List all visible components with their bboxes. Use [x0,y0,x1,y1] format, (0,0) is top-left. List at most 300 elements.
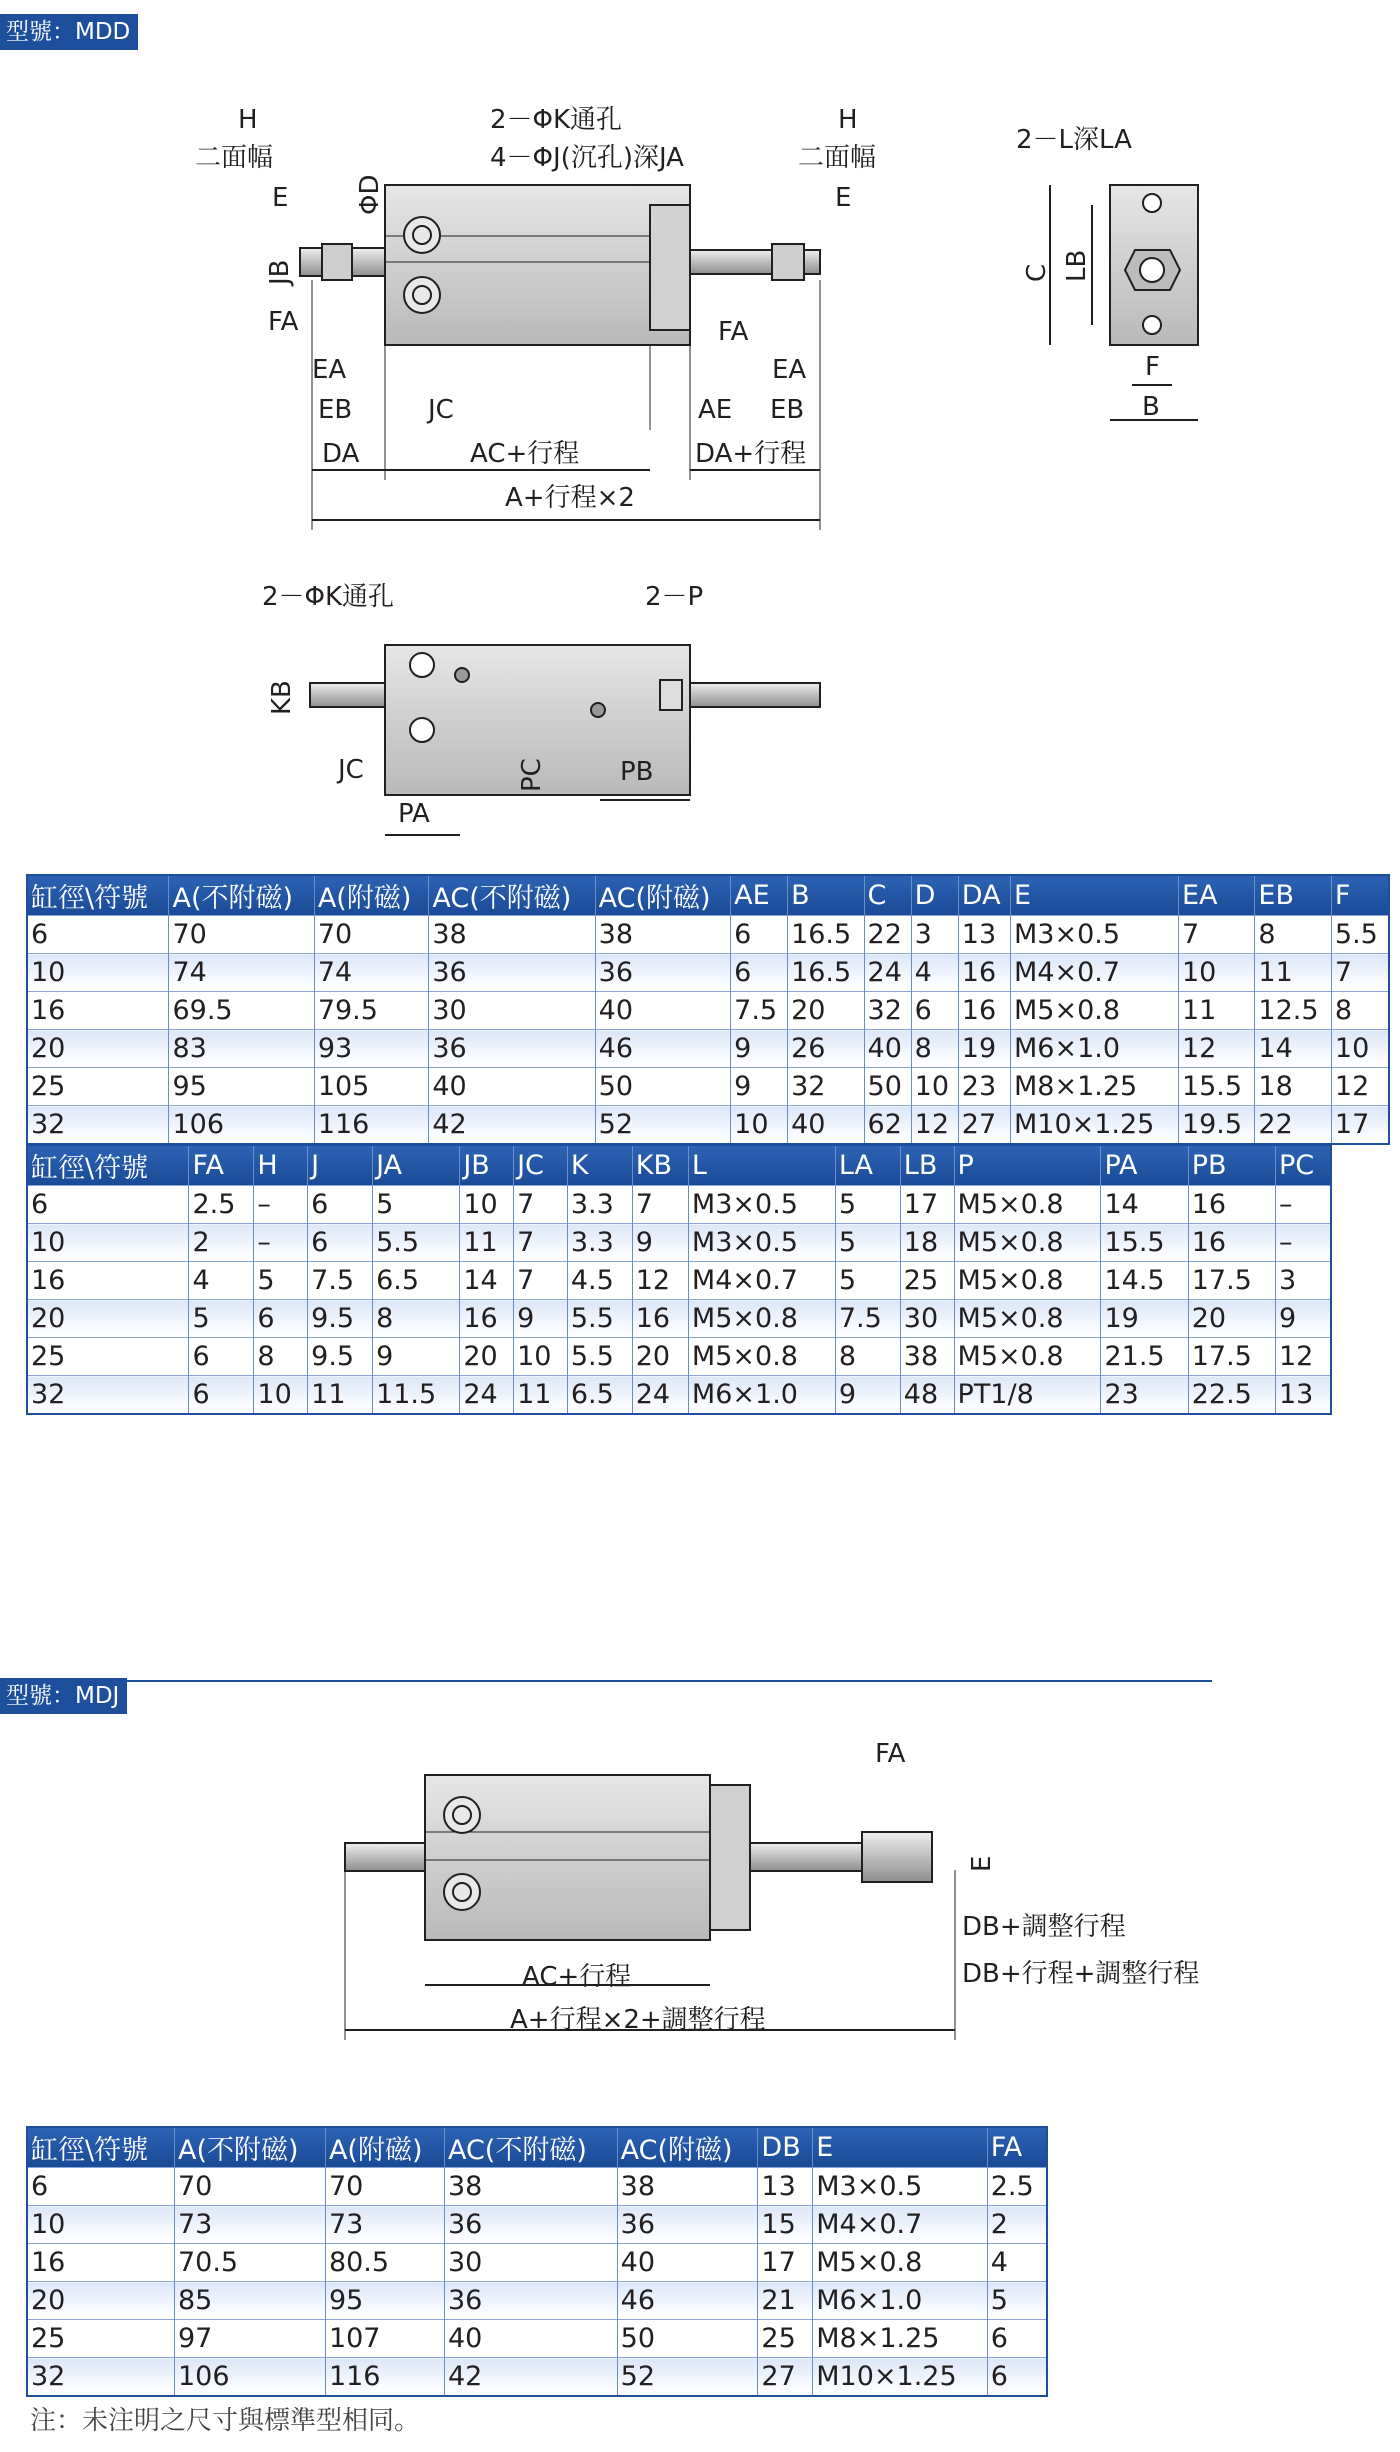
svg-text:A+行程×2: A+行程×2 [505,483,635,513]
table-cell: 6 [308,1186,373,1224]
table-cell: 14 [1255,1030,1331,1068]
table-cell: 42 [429,1106,595,1145]
table-cell: 20 [632,1338,688,1376]
table-cell: 20 [460,1338,514,1376]
table-cell: 21.5 [1101,1338,1188,1376]
footnote: 注：未注明之尺寸與標準型相同。 [30,2406,421,2436]
table-cell: 7 [1331,954,1389,992]
table-cell: 6 [987,2358,1047,2397]
table-cell: M6×1.0 [688,1376,835,1415]
table-row [27,1186,1331,1224]
svg-text:JC: JC [428,395,454,425]
table-cell: 4 [987,2244,1047,2282]
table-cell: 52 [595,1106,731,1145]
table-cell: 7.5 [835,1300,900,1338]
table-row [27,1106,1389,1145]
table-cell: 5.5 [567,1300,632,1338]
table-cell: 7 [632,1186,688,1224]
table-row [27,1030,1389,1068]
table-cell: 10 [911,1068,958,1106]
table-cell: 12 [1275,1338,1331,1376]
table-cell: 107 [325,2320,444,2358]
column-header: E [1010,875,1178,916]
table-cell: 19 [1101,1300,1188,1338]
svg-text:PC: PC [517,758,547,792]
table-cell: 3 [911,916,958,954]
column-header: E [813,2127,987,2168]
table-row [27,1224,1331,1262]
table-cell: 93 [314,1030,429,1068]
table-cell: 6 [27,1186,189,1224]
table-cell: 16.5 [788,916,864,954]
table-cell: 4 [189,1262,254,1300]
table-cell: 8 [1331,992,1389,1030]
column-header: C [864,875,911,916]
table-header-row [27,2127,1047,2168]
table-cell: 10 [27,2206,174,2244]
table-cell: 30 [900,1300,954,1338]
table-cell: 74 [169,954,314,992]
table-cell: 17.5 [1188,1262,1275,1300]
table-cell: 14 [460,1262,514,1300]
table-row [27,2168,1047,2206]
column-header: A(附磁) [325,2127,444,2168]
mdd-bottom-view [310,645,820,835]
svg-text:PA: PA [398,799,430,829]
table-cell: 38 [900,1338,954,1376]
table-cell: 70.5 [174,2244,325,2282]
svg-text:EB: EB [318,395,353,425]
table-cell: 95 [169,1068,314,1106]
table-cell: 9 [632,1224,688,1262]
table-cell: 9 [514,1300,568,1338]
table-cell: 116 [325,2358,444,2397]
table-cell: 105 [314,1068,429,1106]
table-cell: 11 [1178,992,1254,1030]
table-cell: 20 [1188,1300,1275,1338]
table-cell: M5×0.8 [688,1338,835,1376]
table-cell: 36 [444,2282,617,2320]
column-header: EB [1255,875,1331,916]
column-header: JA [373,1145,460,1186]
column-header: 缸徑\符號 [27,2127,174,2168]
table-cell: 6 [254,1300,308,1338]
table-cell: 5 [254,1262,308,1300]
mdd-side-view [1050,185,1198,420]
table-cell: M8×1.25 [813,2320,987,2358]
table-cell: 32 [27,1376,189,1415]
table-cell: 12 [911,1106,958,1145]
table-cell: 70 [174,2168,325,2206]
table-cell: M8×1.25 [1010,1068,1178,1106]
table-cell: 16 [27,1262,189,1300]
column-header: K [567,1145,632,1186]
table-cell: 74 [314,954,429,992]
column-header: KB [632,1145,688,1186]
table-cell: 3 [1275,1262,1331,1300]
table-cell: 23 [958,1068,1010,1106]
column-header: A(不附磁) [174,2127,325,2168]
table-row [27,1376,1331,1415]
svg-text:二面幅: 二面幅 [798,143,877,173]
table-cell: 32 [864,992,911,1030]
table-cell: 17.5 [1188,1338,1275,1376]
table-cell: 70 [169,916,314,954]
table-cell: M4×0.7 [688,1262,835,1300]
svg-text:DA+行程: DA+行程 [695,439,807,469]
table-cell: 9 [731,1030,788,1068]
table-cell: 11 [514,1376,568,1415]
table-cell: 10 [1178,954,1254,992]
table-cell: M5×0.8 [1010,992,1178,1030]
table-cell: 5.5 [567,1338,632,1376]
table-cell: 13 [1275,1376,1331,1415]
column-header: JB [460,1145,514,1186]
table-cell: 7 [1178,916,1254,954]
svg-text:A+行程×2+調整行程: A+行程×2+調整行程 [510,2005,766,2035]
column-header: 缸徑\符號 [27,1145,189,1186]
table-cell: 7 [514,1262,568,1300]
svg-text:H: H [238,105,258,135]
table-cell: 22.5 [1188,1376,1275,1415]
table-cell: 10 [1331,1030,1389,1068]
table-cell: 46 [595,1030,731,1068]
table-cell: 20 [27,1030,169,1068]
table-cell: 22 [864,916,911,954]
table-cell: 7.5 [308,1262,373,1300]
table-cell: 18 [900,1224,954,1262]
svg-text:二面幅: 二面幅 [195,143,274,173]
svg-text:2－L深LA: 2－L深LA [1016,125,1132,155]
table-cell: 12 [1178,1030,1254,1068]
table-cell: 15.5 [1178,1068,1254,1106]
table-row [27,2244,1047,2282]
table-cell: 16 [1188,1186,1275,1224]
table-cell: M6×1.0 [813,2282,987,2320]
table-cell: 40 [444,2320,617,2358]
table-cell: 9 [1275,1300,1331,1338]
table-cell: – [1275,1186,1331,1224]
table-cell: 36 [444,2206,617,2244]
table-cell: M4×0.7 [813,2206,987,2244]
table-cell: 11 [1255,954,1331,992]
table-cell: 79.5 [314,992,429,1030]
column-header: D [911,875,958,916]
table-cell: – [1275,1224,1331,1262]
table-cell: 16 [460,1300,514,1338]
table-cell: 6 [189,1338,254,1376]
svg-text:AC+行程: AC+行程 [470,439,580,469]
table-row [27,1300,1331,1338]
table-row [27,2206,1047,2244]
table-cell: 30 [444,2244,617,2282]
table-cell: 73 [325,2206,444,2244]
table-cell: 6 [731,916,788,954]
table-row [27,1338,1331,1376]
svg-text:DB+調整行程: DB+調整行程 [962,1912,1126,1942]
table-cell: 19 [958,1030,1010,1068]
table-cell: 32 [27,1106,169,1145]
table-cell: 26 [788,1030,864,1068]
table-cell: 6 [27,2168,174,2206]
table-cell: 6.5 [567,1376,632,1415]
svg-text:EA: EA [772,355,807,385]
table-cell: 42 [444,2358,617,2397]
svg-text:KB: KB [267,680,297,715]
table-cell: M5×0.8 [954,1186,1101,1224]
mdj-front-view [345,1775,955,2040]
table-cell: – [254,1186,308,1224]
table-cell: 50 [864,1068,911,1106]
column-header: L [688,1145,835,1186]
column-header: F [1331,875,1389,916]
section-label-mdj: 型號：MDJ [0,1678,127,1714]
table-cell: 38 [429,916,595,954]
svg-text:JB: JB [265,259,295,285]
table-header-row [27,875,1389,916]
table-cell: 27 [758,2358,813,2397]
column-header: AC(不附磁) [444,2127,617,2168]
table-cell: 46 [617,2282,758,2320]
table-cell: 25 [758,2320,813,2358]
table-cell: 4 [911,954,958,992]
table-row [27,1068,1389,1106]
svg-text:FA: FA [718,317,749,347]
table-cell: 38 [444,2168,617,2206]
table-cell: 10 [27,954,169,992]
svg-text:2－P: 2－P [645,582,704,612]
column-header: B [788,875,864,916]
column-header: AE [731,875,788,916]
table-cell: 73 [174,2206,325,2244]
table-cell: M10×1.25 [1010,1106,1178,1145]
svg-text:E: E [272,183,289,213]
table-cell: 83 [169,1030,314,1068]
table-cell: 12 [632,1262,688,1300]
table-cell: 7 [514,1224,568,1262]
table-cell: 20 [788,992,864,1030]
table-cell: M5×0.8 [954,1262,1101,1300]
table-cell: 9 [835,1376,900,1415]
table-cell: 10 [460,1186,514,1224]
column-header: FA [987,2127,1047,2168]
table-cell: 40 [617,2244,758,2282]
table-cell: PT1/8 [954,1376,1101,1415]
svg-text:H: H [838,105,858,135]
column-header: AC(附磁) [617,2127,758,2168]
table-cell: 25 [27,2320,174,2358]
table-cell: 5.5 [373,1224,460,1262]
table-cell: 10 [731,1106,788,1145]
table-cell: 32 [27,2358,174,2397]
table-row [27,954,1389,992]
table-cell: 30 [429,992,595,1030]
mdj-dimension-table [26,2126,1048,2397]
table-cell: 9.5 [308,1338,373,1376]
table-cell: 5 [835,1186,900,1224]
table-cell: 10 [254,1376,308,1415]
column-header: AC(附磁) [595,875,731,916]
column-header: A(附磁) [314,875,429,916]
table-cell: M6×1.0 [1010,1030,1178,1068]
svg-text:EA: EA [312,355,347,385]
svg-text:2－ΦK通孔: 2－ΦK通孔 [262,582,395,612]
table-cell: 13 [958,916,1010,954]
table-cell: M10×1.25 [813,2358,987,2397]
table-cell: 52 [617,2358,758,2397]
svg-text:AE: AE [698,395,733,425]
table-cell: 6 [189,1376,254,1415]
table-cell: 17 [758,2244,813,2282]
table-cell: 6 [27,916,169,954]
table-cell: 5 [835,1224,900,1262]
column-header: A(不附磁) [169,875,314,916]
table-cell: 62 [864,1106,911,1145]
svg-text:DA: DA [322,439,360,469]
svg-text:ΦD: ΦD [355,174,385,215]
mdd-dimension-table-1 [26,874,1390,1145]
table-cell: – [254,1224,308,1262]
column-header: DB [758,2127,813,2168]
table-cell: 8 [835,1338,900,1376]
table-cell: 8 [373,1300,460,1338]
table-cell: 25 [27,1338,189,1376]
table-cell: 3.3 [567,1186,632,1224]
table-cell: 97 [174,2320,325,2358]
table-cell: 5 [835,1262,900,1300]
table-cell: 4.5 [567,1262,632,1300]
table-row [27,2358,1047,2397]
table-header-row [27,1145,1331,1186]
table-cell: 25 [900,1262,954,1300]
table-cell: M3×0.5 [688,1224,835,1262]
table-cell: M4×0.7 [1010,954,1178,992]
table-cell: 12.5 [1255,992,1331,1030]
column-header: J [308,1145,373,1186]
table-cell: 16 [1188,1224,1275,1262]
column-header: PC [1275,1145,1331,1186]
table-cell: 6 [911,992,958,1030]
table-cell: 106 [169,1106,314,1145]
table-cell: M5×0.8 [954,1224,1101,1262]
table-cell: 16 [958,954,1010,992]
table-cell: 5 [987,2282,1047,2320]
table-cell: 10 [27,1224,189,1262]
table-row [27,992,1389,1030]
table-cell: M5×0.8 [813,2244,987,2282]
table-cell: 18 [1255,1068,1331,1106]
table-cell: 6.5 [373,1262,460,1300]
table-cell: 16 [27,2244,174,2282]
svg-text:B: B [1142,392,1160,422]
table-cell: M3×0.5 [688,1186,835,1224]
table-cell: 2 [189,1224,254,1262]
column-header: EA [1178,875,1254,916]
table-cell: 8 [911,1030,958,1068]
svg-text:FA: FA [875,1739,906,1769]
mdd-front-view [300,185,820,530]
table-cell: 17 [900,1186,954,1224]
table-cell: 6 [308,1224,373,1262]
table-cell: 11 [460,1224,514,1262]
column-header: FA [189,1145,254,1186]
table-cell: 7.5 [731,992,788,1030]
table-cell: 11 [308,1376,373,1415]
column-header: P [954,1145,1101,1186]
table-cell: 16 [958,992,1010,1030]
table-cell: 8 [254,1338,308,1376]
table-cell: 17 [1331,1106,1389,1145]
table-cell: 20 [27,2282,174,2320]
table-cell: 6 [731,954,788,992]
table-cell: 40 [595,992,731,1030]
svg-text:PB: PB [620,757,654,787]
table-cell: 14 [1101,1186,1188,1224]
table-cell: 5 [189,1300,254,1338]
table-cell: 69.5 [169,992,314,1030]
table-cell: 8 [1255,916,1331,954]
table-cell: 116 [314,1106,429,1145]
column-header: H [254,1145,308,1186]
table-cell: 70 [314,916,429,954]
table-cell: 16 [27,992,169,1030]
table-cell: 36 [429,954,595,992]
table-cell: 22 [1255,1106,1331,1145]
table-cell: M5×0.8 [688,1300,835,1338]
column-header: JC [514,1145,568,1186]
svg-text:2－ΦK通孔: 2－ΦK通孔 [490,105,623,135]
table-cell: 25 [27,1068,169,1106]
table-cell: M5×0.8 [954,1338,1101,1376]
column-header: LB [900,1145,954,1186]
table-cell: 9 [731,1068,788,1106]
table-cell: 36 [595,954,731,992]
column-header: PA [1101,1145,1188,1186]
table-cell: 19.5 [1178,1106,1254,1145]
table-cell: M3×0.5 [813,2168,987,2206]
table-row [27,2320,1047,2358]
table-cell: 12 [1331,1068,1389,1106]
table-cell: 80.5 [325,2244,444,2282]
svg-text:JC: JC [338,755,364,785]
table-cell: 11.5 [373,1376,460,1415]
column-header: 缸徑\符號 [27,875,169,916]
table-cell: 24 [460,1376,514,1415]
table-cell: 40 [788,1106,864,1145]
svg-text:E: E [967,1855,997,1872]
table-cell: 36 [617,2206,758,2244]
table-cell: 24 [632,1376,688,1415]
table-cell: 85 [174,2282,325,2320]
mdd-dimension-table-2 [26,1144,1332,1415]
table-cell: 16.5 [788,954,864,992]
table-cell: 5.5 [1331,916,1389,954]
svg-text:F: F [1145,352,1160,382]
table-cell: 70 [325,2168,444,2206]
table-cell: 106 [174,2358,325,2397]
svg-text:4－ΦJ(沉孔)深JA: 4－ΦJ(沉孔)深JA [490,143,684,173]
table-cell: 23 [1101,1376,1188,1415]
column-header: LA [835,1145,900,1186]
table-cell: 3.3 [567,1224,632,1262]
table-cell: 16 [632,1300,688,1338]
column-header: DA [958,875,1010,916]
table-cell: 2.5 [189,1186,254,1224]
table-cell: 50 [595,1068,731,1106]
table-cell: 95 [325,2282,444,2320]
column-header: AC(不附磁) [429,875,595,916]
svg-text:DB+行程+調整行程: DB+行程+調整行程 [962,1959,1200,1989]
